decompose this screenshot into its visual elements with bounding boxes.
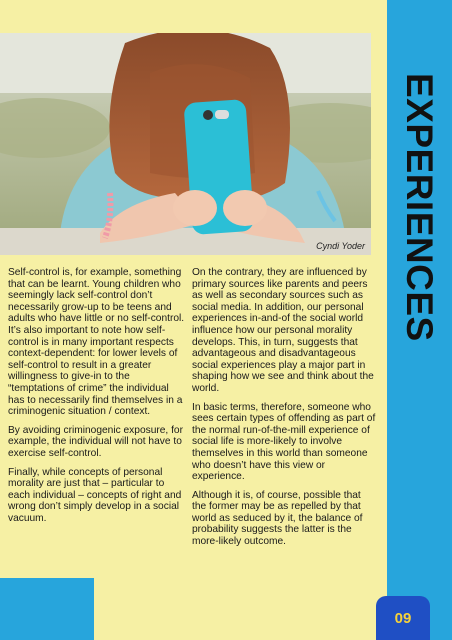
- paragraph: Finally, while concepts of personal morality are just that – particular to each individual – concepts of right and wrong don’t simply develop in a social vacuum.: [8, 466, 182, 524]
- girl-with-phone-illustration: [0, 33, 371, 255]
- section-title: [387, 62, 452, 352]
- paragraph: On the contrary, they are influenced by primary sources like parents and peers as well as secondary sources such as social media. In addition, our personal experiences in-and-of the social world influence how our personal morality develops. This, in turn, suggests that advantageous and disadvantageous social experiences play a major part in shaping how we see and think about the world.: [192, 267, 374, 394]
- bottom-color-block: [0, 578, 94, 640]
- paragraph: Self-control is, for example, something that can be learnt. Young children who seemingly lack self-control don’t necessarily grow-up to be teens and adults who have little or no self-control. It’s also important to note how self-control is in many important respects context-dependent: for lower levels of self-control to result in a greater willingness to give-in to the “temptations of crime” the individual has to necessarily find themselves in a criminogenic situation / context.: [8, 267, 185, 418]
- paragraph: Although it is, of course, possible that the former may be as repelled by that world as seduced by it, the balance of probability suggests the latter is the more-likely outcome.: [192, 489, 363, 548]
- photo-credit: Cyndi Yoder: [316, 241, 365, 251]
- cover-photo: [0, 33, 371, 255]
- page-number: 09: [376, 596, 430, 640]
- section-title-text: EXPERIENCES: [399, 72, 440, 342]
- right-text-column: [192, 267, 376, 555]
- left-text-column: [8, 267, 188, 531]
- paragraph: By avoiding criminogenic exposure, for example, the individual will not have to exercise self-control.: [8, 424, 183, 459]
- paragraph: In basic terms, therefore, someone who sees certain types of offending as part of the normal run-of-the-mill experience of social life is more-likely to involve themselves in this world than someone who doesn’t have this view or experience.: [192, 401, 376, 483]
